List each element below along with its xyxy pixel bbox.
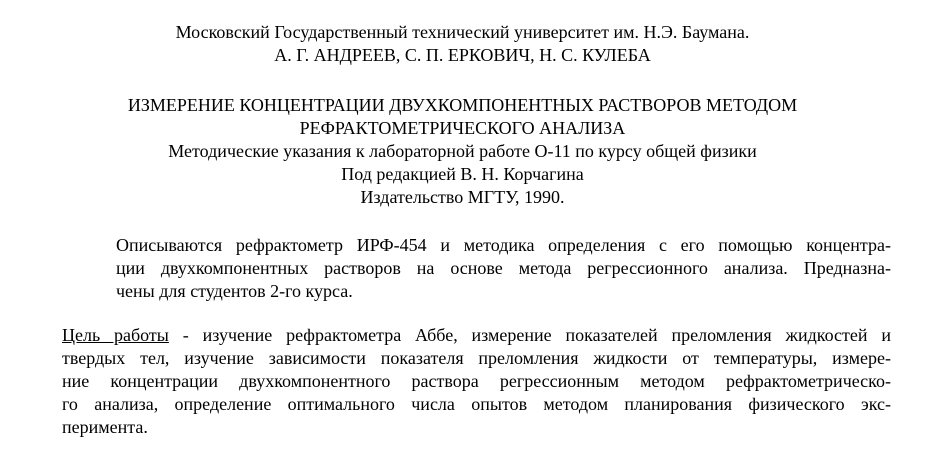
goal-first-line (62, 324, 891, 347)
abstract-paragraph (116, 234, 891, 303)
institution-line: Московский Государственный технический университет им. Н.Э. Баумана. (175, 22, 750, 42)
subtitle-line: Методические указания к лабораторной работе О-11 по курсу общей физики (168, 141, 757, 161)
abstract-line: ции двухкомпонентных растворов на основе метода регрессионного анализа. Предназна- (116, 258, 891, 278)
goal-paragraph (62, 324, 891, 439)
goal-line: го анализа, определение оптимального числа опытов методом планирования физического экс- (62, 394, 891, 414)
abstract-line: чены для студентов 2-го курса. (116, 281, 353, 301)
title-line-2: РЕФРАКТОМЕТРИЧЕСКОГО АНАЛИЗА (299, 118, 626, 138)
publisher-line: Издательство МГТУ, 1990. (360, 187, 565, 207)
authors-line: А. Г. АНДРЕЕВ, С. П. ЕРКОВИЧ, Н. С. КУЛЕБА (274, 45, 651, 65)
goal-line: ние концентрации двухкомпонентного раствора регрессионным методом рефрактометрическо- (62, 371, 891, 391)
goal-first-line-text: - изучение рефрактометра Аббе, измерение показателей преломления жидкостей и (168, 325, 891, 345)
editor-line: Под редакцией В. Н. Корчагина (341, 164, 584, 184)
title-line-1: ИЗМЕРЕНИЕ КОНЦЕНТРАЦИИ ДВУХКОМПОНЕНТНЫХ РАСТВОРОВ МЕТОДОМ (127, 95, 798, 115)
goal-line: перимента. (62, 417, 148, 437)
goal-line: твердых тел, изучение зависимости показателя преломления жидкости от температуры, измере- (62, 348, 891, 368)
abstract-line: Описываются рефрактометр ИРФ-454 и методика определения с его помощью концентра- (116, 235, 891, 255)
goal-label: Цель работы (62, 325, 169, 345)
